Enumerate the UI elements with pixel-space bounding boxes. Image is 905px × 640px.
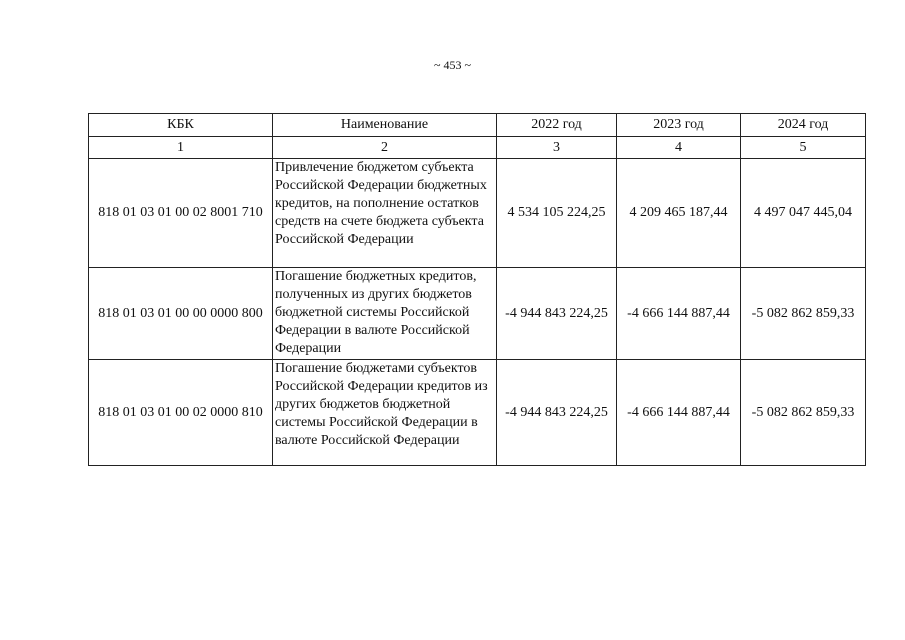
column-number-row (89, 137, 866, 159)
column-number: 3 (497, 137, 617, 159)
amount-2024-cell: -5 082 862 859,33 (741, 268, 866, 360)
kbk-cell: 818 01 03 01 00 02 8001 710 (89, 159, 273, 268)
amount-2023-cell: -4 666 144 887,44 (617, 360, 741, 466)
table-header-row (89, 114, 866, 137)
amount-2024-cell: 4 497 047 445,04 (741, 159, 866, 268)
kbk-cell: 818 01 03 01 00 00 0000 800 (89, 268, 273, 360)
page-number: ~ 453 ~ (434, 58, 471, 72)
column-number: 4 (617, 137, 741, 159)
name-cell: Привлечение бюджетом субъекта Российской Федерации бюджетных кредитов, на пополнение остатков средств на счете бюджета субъекта Российской Федерации (273, 159, 497, 268)
column-number: 2 (273, 137, 497, 159)
header-2023: 2023 год (617, 114, 741, 137)
name-cell: Погашение бюджетных кредитов, полученных из других бюджетов бюджетной системы Российской Федерации в валюте Российской Федерации (273, 268, 497, 360)
header-name: Наименование (273, 114, 497, 137)
amount-2022-cell: -4 944 843 224,25 (497, 268, 617, 360)
budget-table (88, 113, 866, 466)
header-2024: 2024 год (741, 114, 866, 137)
amount-2023-cell: -4 666 144 887,44 (617, 268, 741, 360)
kbk-cell: 818 01 03 01 00 02 0000 810 (89, 360, 273, 466)
amount-2022-cell: 4 534 105 224,25 (497, 159, 617, 268)
column-number: 5 (741, 137, 866, 159)
amount-2022-cell: -4 944 843 224,25 (497, 360, 617, 466)
table-row (89, 360, 866, 466)
column-number: 1 (89, 137, 273, 159)
table-row (89, 159, 866, 268)
name-cell: Погашение бюджетами субъектов Российской Федерации кредитов из других бюджетов бюджетной системы Российской Федерации в валюте Российской Федерации (273, 360, 497, 466)
header-kbk: КБК (89, 114, 273, 137)
amount-2024-cell: -5 082 862 859,33 (741, 360, 866, 466)
header-2022: 2022 год (497, 114, 617, 137)
amount-2023-cell: 4 209 465 187,44 (617, 159, 741, 268)
table-row (89, 268, 866, 360)
